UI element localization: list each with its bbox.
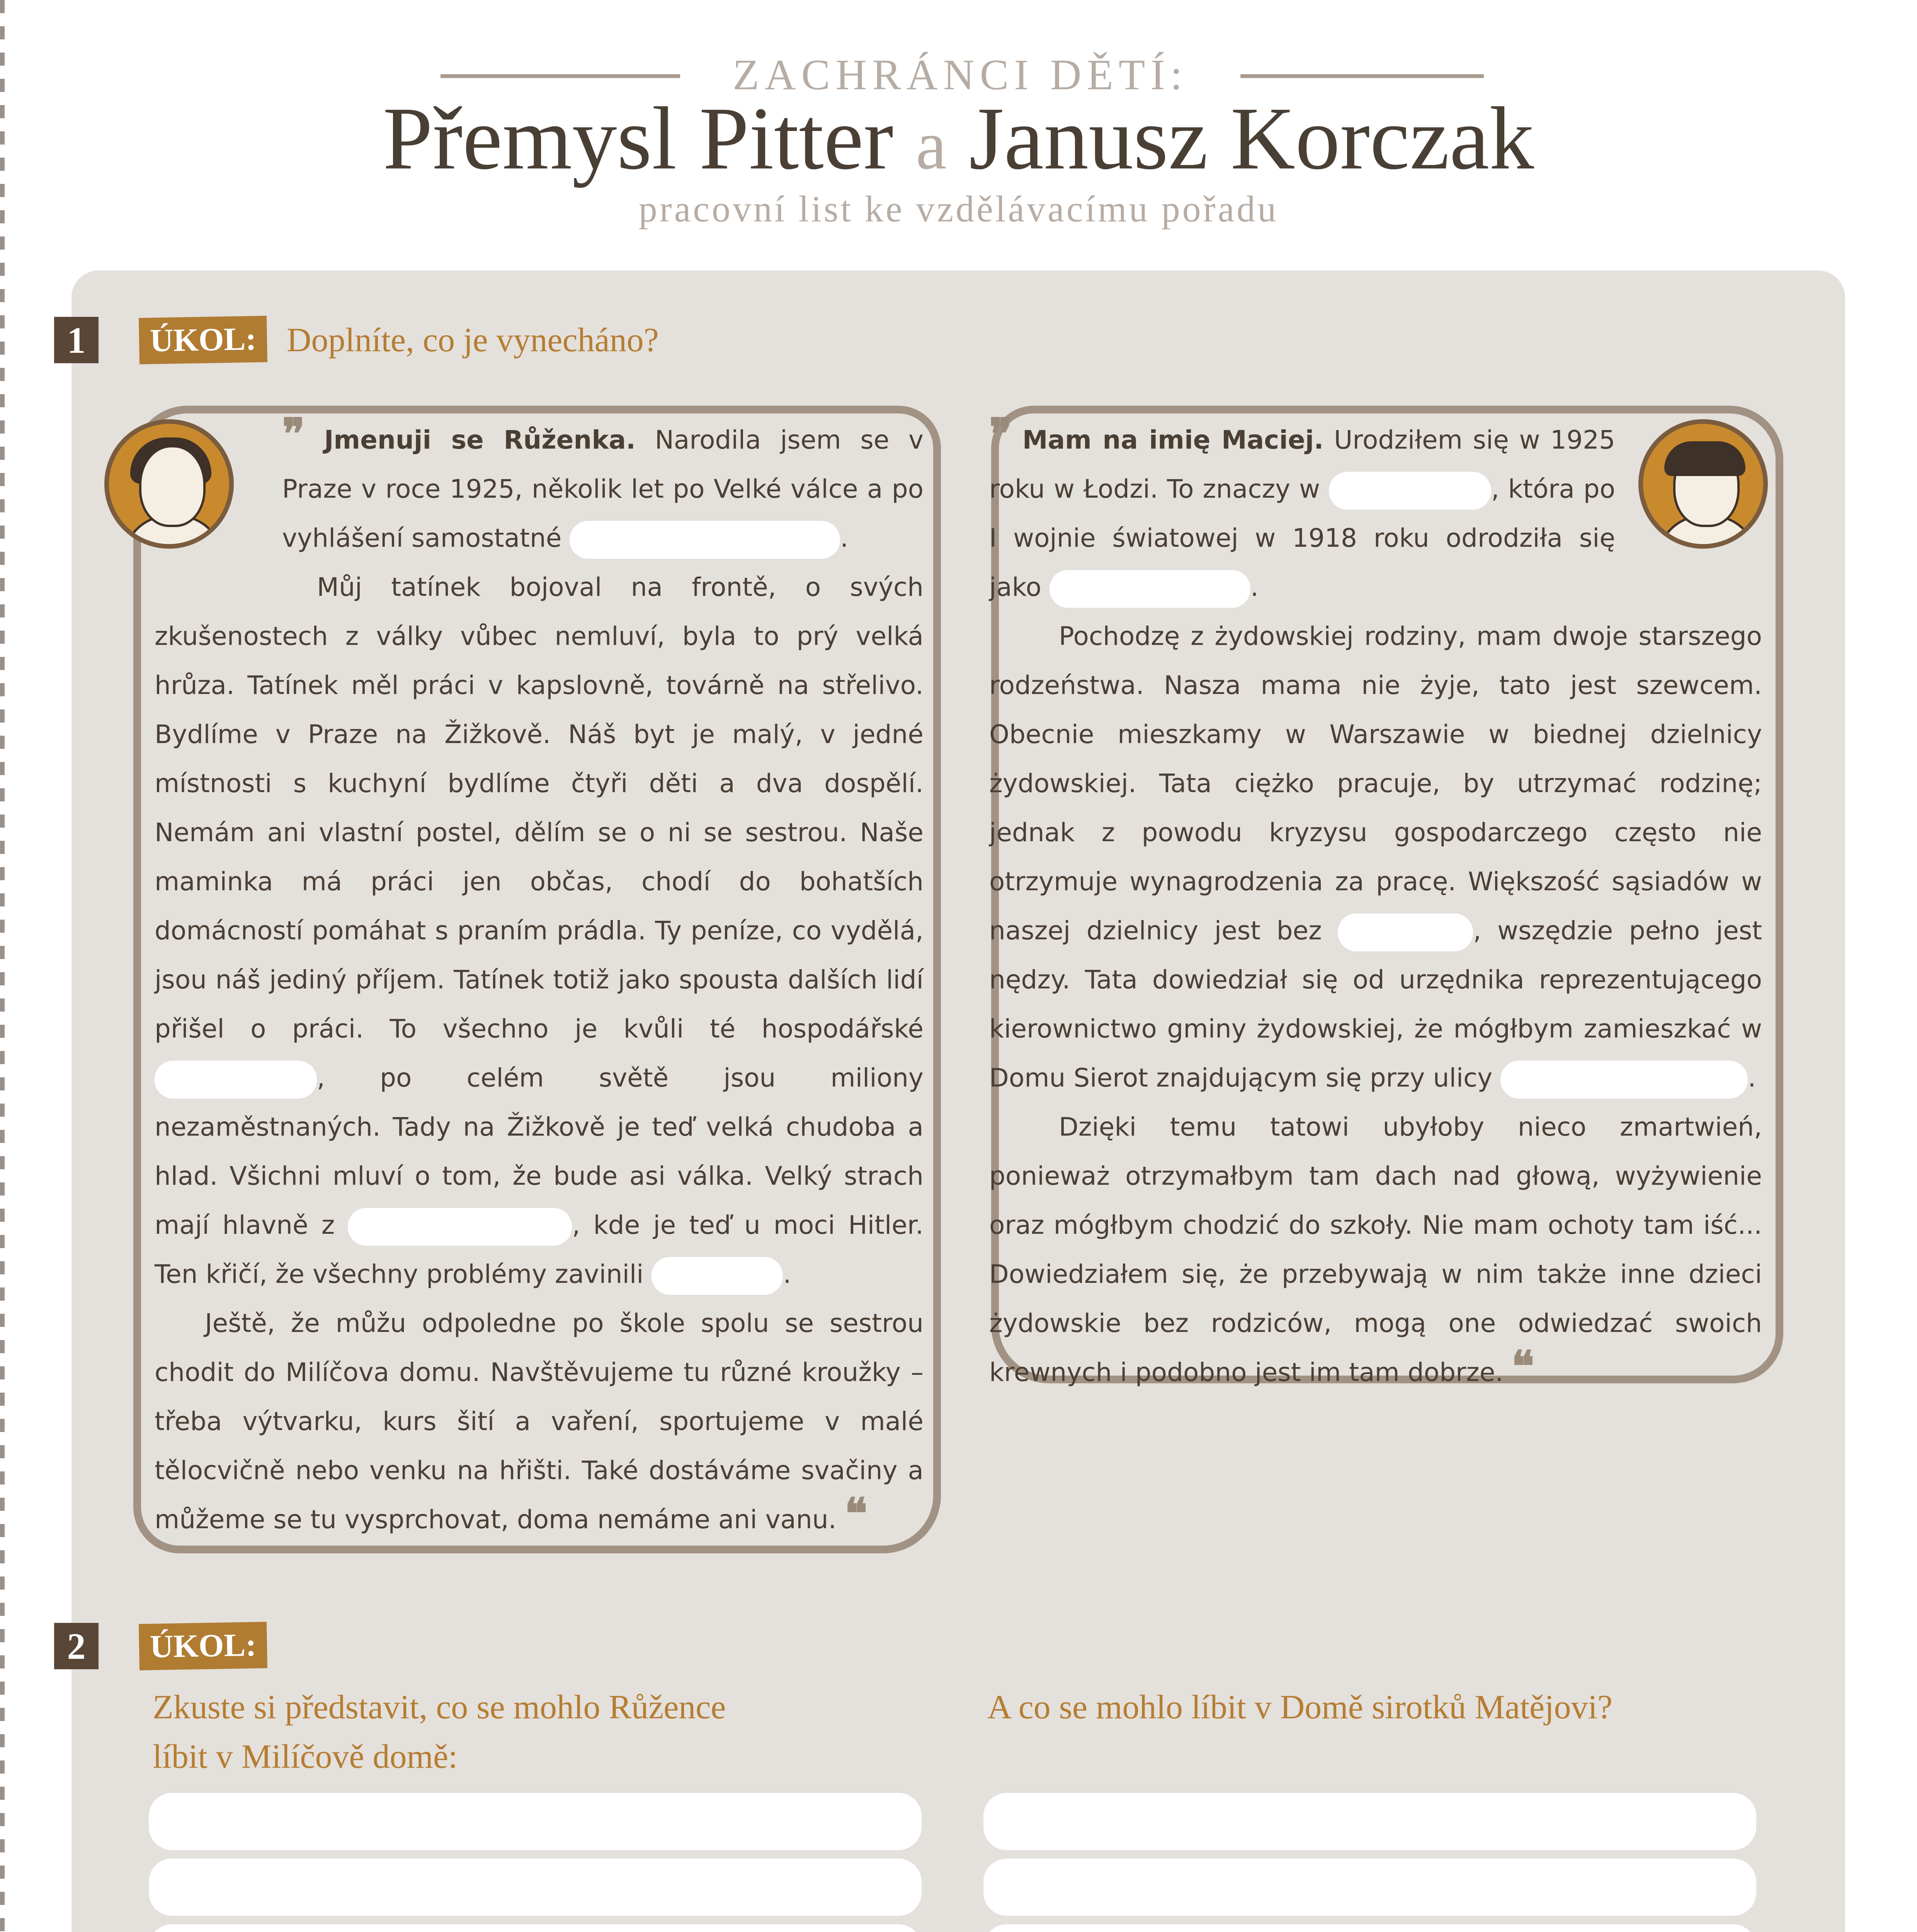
answer-line-left[interactable] bbox=[149, 1793, 922, 1850]
blank-field[interactable] bbox=[1338, 913, 1473, 951]
blank-field[interactable] bbox=[348, 1208, 572, 1246]
question-line: líbit v Milíčově domě: bbox=[153, 1738, 458, 1776]
text-fragment: , kde je teď u moci Hitler. Ten křičí, že všechny problémy zavinili bbox=[155, 1210, 924, 1289]
text-fragment: . bbox=[1250, 572, 1259, 602]
page-title bbox=[0, 87, 1917, 190]
text-fragment: , która po I wojnie światowej w 1918 roku odrodziła się jako bbox=[989, 474, 1615, 602]
blank-field[interactable] bbox=[1500, 1061, 1748, 1099]
answer-line-right[interactable] bbox=[983, 1859, 1756, 1916]
answer-line-left[interactable] bbox=[149, 1859, 922, 1916]
page-edge-dashes bbox=[0, 0, 5, 1932]
ruzenka-para2: Můj tatínek bojoval na frontě, o svých zkušenostech z války vůbec nemluví, byla to prý velká hrůza. Tatínek měl práci v kapslovně, továrně na střelivo. Bydlíme v Praze na Žižkově. Náš byt je malý, v jedné místnosti s kuchyní bydlíme čtyři děti a dva dospělí. Nemám ani vlastní postel, dělím se o ni se sestrou. Naše maminka má práci jen občas, chodí do bohatších domácností pomáhat s praním prádla. Ty peníze, co vydělá, jsou náš jediný příjem. Tatínek totiž jako spousta dalších lidí přišel o práci. To všechno je kvůli té hospodářské bbox=[155, 572, 924, 1044]
title-korczak: Janusz Korczak bbox=[969, 89, 1534, 188]
maciej-intro: Urodziłem się w 1925 roku w Łodzi. To znaczy w bbox=[989, 425, 1615, 504]
answer-line-left[interactable] bbox=[149, 1924, 922, 1932]
question-line: Zkuste si představit, co se mohlo Růžence bbox=[153, 1689, 726, 1726]
task1-label: ÚKOL: bbox=[139, 316, 267, 364]
blank-field[interactable] bbox=[570, 521, 840, 559]
title-pitter: Přemysl Pitter bbox=[383, 89, 893, 188]
ruzenka-intro: Narodila jsem se v Praze v roce 1925, několik let po Velké válce a po vyhlášení samostatné bbox=[282, 425, 924, 553]
maciej-lead: Mam na imię Maciej. bbox=[1022, 425, 1324, 455]
open-quote-icon: ❞ bbox=[282, 409, 305, 459]
maciej-para2: Pochodzę z żydowskiej rodziny, mam dwoje starszego rodzeństwa. Nasza mama nie żyje, tato jest szewcem. Obecnie mieszkamy w Warszawie w biednej dzielnicy żydowskiej. Tata ciężko pracuje, by utrzymać rodzinę; jednak z powodu kryzysu gospodarczego często nie otrzymuje wynagrodzenia za pracę. Większość sąsiadów w naszej dzielnicy jest bez bbox=[989, 621, 1762, 946]
answer-line-right[interactable] bbox=[983, 1924, 1756, 1932]
maciej-para3: Dzięki temu tatowi ubyłoby nieco zmartwień, ponieważ otrzymałbym tam dach nad głową, wyżywienie oraz mógłbym chodzić do szkoły. Nie mam ochoty tam iść... Dowiedziałem się, że przebywają w nim także inne dzieci żydowskie bez rodziców, mogą one odwiedzać swoich krewnych i podobno jest im tam dobrze. bbox=[989, 1112, 1762, 1387]
ruzenka-lead: Jmenuji se Růženka. bbox=[324, 425, 636, 455]
close-quote-icon: ❝ bbox=[1511, 1341, 1534, 1391]
kicker-rule-left bbox=[441, 74, 680, 78]
text-fragment: . bbox=[783, 1259, 791, 1289]
open-quote-icon: ❞ bbox=[989, 409, 1012, 459]
task2-question-left bbox=[153, 1683, 726, 1782]
task2-question-right: A co se mohlo líbit v Domě sirotků Matějovi? bbox=[987, 1689, 1613, 1726]
kicker-rule-right bbox=[1240, 74, 1484, 78]
ruzenka-text bbox=[155, 409, 924, 1544]
blank-field[interactable] bbox=[155, 1061, 317, 1099]
blank-field[interactable] bbox=[1050, 570, 1250, 608]
task2-label: ÚKOL: bbox=[139, 1622, 267, 1670]
title-and: a bbox=[915, 107, 947, 184]
task2-number: 2 bbox=[54, 1623, 99, 1669]
blank-field[interactable] bbox=[651, 1257, 783, 1295]
task1-question: Doplníte, co je vynecháno? bbox=[287, 321, 659, 359]
task1-number: 1 bbox=[54, 317, 99, 363]
blank-field[interactable] bbox=[1329, 472, 1491, 510]
maciej-text bbox=[989, 409, 1762, 1397]
page-subtitle: pracovní list ke vzdělávacímu pořadu bbox=[638, 188, 1279, 230]
text-fragment: , wszędzie pełno jest nędzy. Tata dowiedział się od urzędnika reprezentującego kierownictwo gminy żydowskiej, że mógłbym zamieszkać w Domu Sierot znajdującym się przy ulicy bbox=[989, 916, 1762, 1093]
answer-line-right[interactable] bbox=[983, 1793, 1756, 1850]
text-fragment: . bbox=[840, 523, 849, 553]
text-fragment: , po celém světě jsou miliony nezaměstnaných. Tady na Žižkově je teď velká chudoba a hlad. Všichni mluví o tom, že bude asi válka. Velký strach mají hlavně z bbox=[155, 1063, 924, 1240]
kicker-text: ZACHRÁNCI DĚTÍ: bbox=[733, 51, 1188, 99]
close-quote-icon: ❝ bbox=[844, 1488, 867, 1538]
text-fragment: . bbox=[1748, 1063, 1756, 1093]
ruzenka-para3: Ještě, že můžu odpoledne po škole spolu se sestrou chodit do Milíčova domu. Navštěvujeme tu různé kroužky – třeba výtvarku, kurs šití a vaření, sportujeme v malé tělocvičně nebo venku na hřišti. Také dostáváme svačiny a můžeme se tu vysprchovat, doma nemáme ani vanu. bbox=[155, 1308, 924, 1534]
